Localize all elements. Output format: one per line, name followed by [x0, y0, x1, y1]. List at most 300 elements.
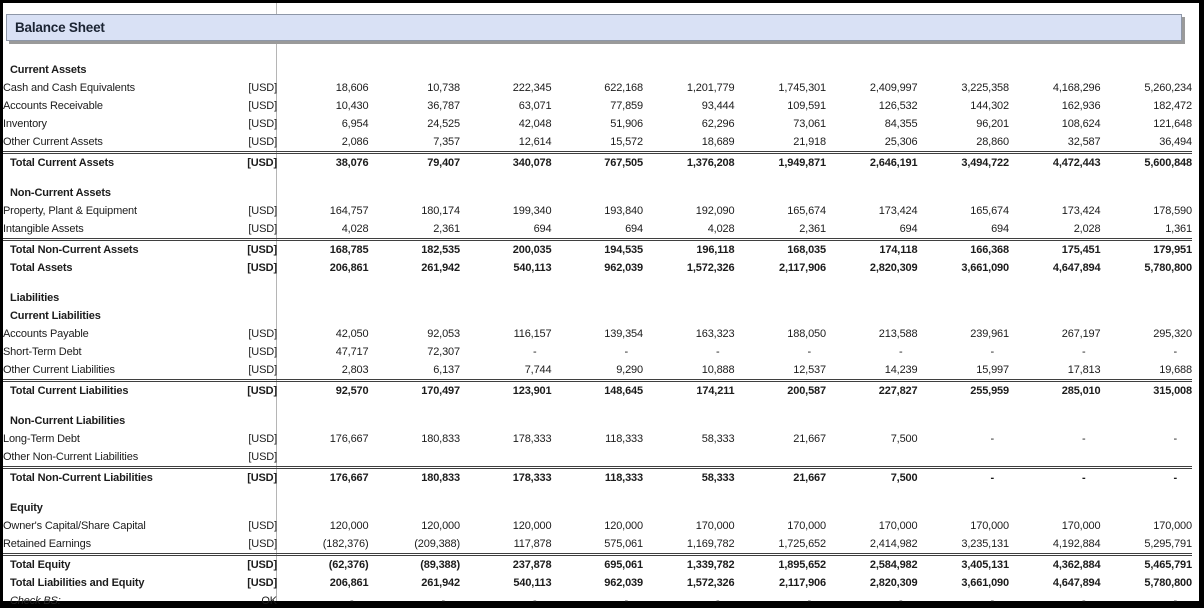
cell-value [735, 448, 827, 468]
cell-value: 694 [533, 223, 552, 235]
cell-value: 1,949,871 [735, 153, 827, 173]
cell-value [643, 184, 735, 202]
unit-label: [USD] [248, 223, 277, 235]
cell-value: 2,361 [433, 223, 460, 235]
unit-label: [USD] [215, 555, 277, 575]
cell-value: (182,376) [322, 538, 369, 550]
cell-value: 2,117,906 [779, 577, 826, 589]
cell-value: 261,942 [421, 577, 460, 589]
cell-value: - [643, 592, 735, 608]
cell-value: 178,333 [460, 468, 552, 488]
cell-value: 3,405,131 [918, 555, 1010, 575]
cell-value: 173,424 [1061, 205, 1101, 217]
cell-value: 175,451 [1009, 240, 1101, 260]
unit-label [215, 61, 277, 79]
cell-value: 4,192,884 [1052, 538, 1101, 550]
cell-value: 139,354 [604, 328, 643, 340]
cell-value: 7,500 [890, 433, 918, 445]
cell-value: 109,591 [787, 100, 826, 112]
cell-value [1101, 184, 1193, 202]
cell-value: 194,535 [552, 240, 644, 260]
cell-value: 1,169,782 [686, 538, 735, 550]
cell-value: 5,600,848 [1101, 153, 1193, 173]
cell-value [460, 61, 552, 79]
cell-value [277, 448, 369, 468]
cell-value [1101, 499, 1193, 517]
section-header-label: Equity [10, 502, 43, 514]
cell-value [369, 61, 461, 79]
cell-value: 162,936 [1061, 100, 1101, 112]
cell-value: 120,000 [421, 520, 460, 532]
cell-value: 694 [899, 223, 918, 235]
cell-value: 170,000 [695, 520, 735, 532]
cell-value [918, 448, 1010, 468]
cell-value: - [1173, 346, 1177, 358]
cell-value: 4,362,884 [1009, 555, 1101, 575]
cell-value [1101, 61, 1193, 79]
cell-value: 19,688 [1159, 364, 1192, 376]
cell-value: - [1009, 592, 1101, 608]
unit-label: [USD] [248, 136, 277, 148]
unit-label: [USD] [248, 205, 277, 217]
cell-value: 5,295,791 [1144, 538, 1192, 550]
cell-value: 182,535 [369, 240, 461, 260]
cell-value: - [826, 592, 918, 608]
spacer-row [3, 400, 1192, 412]
cell-value: 10,888 [701, 364, 735, 376]
row-label: Accounts Payable [3, 328, 89, 340]
cell-value: 5,780,800 [1144, 577, 1192, 589]
cell-value [277, 184, 369, 202]
row-label: Accounts Receivable [3, 100, 103, 112]
cell-value: 4,472,443 [1009, 153, 1101, 173]
cell-value: 5,780,800 [1144, 262, 1192, 274]
unit-label: [USD] [248, 451, 277, 463]
cell-value: 206,861 [329, 577, 369, 589]
cell-value [277, 61, 369, 79]
cell-value: 199,340 [512, 205, 552, 217]
cell-value [826, 448, 918, 468]
cell-value: 25,306 [884, 136, 918, 148]
cell-value [552, 412, 644, 430]
cell-value: 9,290 [616, 364, 643, 376]
cell-value: 4,028 [707, 223, 735, 235]
cell-value: 170,000 [1061, 520, 1101, 532]
cell-value: 6,954 [341, 118, 369, 130]
cell-value: 4,647,894 [1052, 577, 1101, 589]
line-item-row [3, 325, 1192, 343]
cell-value: 58,333 [701, 433, 735, 445]
row-label: Total Assets [10, 262, 73, 274]
row-label: Total Non-Current Liabilities [3, 468, 215, 488]
cell-value: 315,008 [1101, 381, 1193, 401]
cell-value [277, 499, 369, 517]
unit-label: [USD] [248, 328, 277, 340]
cell-value: 2,803 [341, 364, 369, 376]
cell-value [369, 307, 461, 325]
cell-value: 117,878 [513, 538, 552, 550]
section-header-row [3, 307, 1192, 325]
cell-value: 84,355 [884, 118, 918, 130]
cell-value: 42,050 [335, 328, 369, 340]
cell-value: - [898, 346, 903, 358]
row-label: Total Current Liabilities [3, 381, 215, 401]
cell-value [826, 499, 918, 517]
cell-value: 962,039 [604, 577, 643, 589]
cell-value: 63,071 [518, 100, 552, 112]
cell-value [918, 499, 1010, 517]
row-label: Total Non-Current Assets [3, 240, 215, 260]
cell-value: 21,918 [793, 136, 826, 148]
cell-value: 21,667 [793, 433, 826, 445]
cell-value: 170,000 [787, 520, 826, 532]
cell-value [1009, 448, 1101, 468]
cell-value [735, 184, 827, 202]
cell-value [826, 61, 918, 79]
cell-value: 3,235,131 [961, 538, 1009, 550]
cell-value: - [624, 346, 628, 358]
unit-label: [USD] [248, 364, 277, 376]
cell-value: 170,000 [1153, 520, 1192, 532]
total-row [3, 381, 1192, 401]
cell-value [369, 184, 461, 202]
cell-value [460, 412, 552, 430]
unit-label: [USD] [248, 118, 277, 130]
cell-value: 10,430 [335, 100, 369, 112]
cell-value: 165,674 [787, 205, 826, 217]
cell-value [1009, 184, 1101, 202]
unit-label: [USD] [215, 381, 277, 401]
cell-value: 213,588 [878, 328, 918, 340]
unit-label: [USD] [248, 346, 277, 358]
cell-value [1009, 61, 1101, 79]
unit-label: [USD] [215, 468, 277, 488]
cell-value: 93,444 [701, 100, 735, 112]
section-header-label: Non-Current Liabilities [10, 415, 126, 427]
cell-value: 239,961 [970, 328, 1009, 340]
cell-value [552, 307, 644, 325]
cell-value: 1,339,782 [643, 555, 735, 575]
row-label: Other Current Assets [3, 136, 103, 148]
cell-value: 15,572 [610, 136, 643, 148]
cell-value: 267,197 [1061, 328, 1101, 340]
cell-value [1101, 448, 1193, 468]
row-label: Other Non-Current Liabilities [3, 451, 139, 463]
row-label: Inventory [3, 118, 47, 130]
cell-value [826, 289, 918, 307]
cell-value: 2,117,906 [779, 262, 826, 274]
cell-value: 222,345 [512, 82, 552, 94]
cell-value: 3,661,090 [961, 262, 1009, 274]
cell-value: 118,333 [552, 468, 644, 488]
line-item-row [3, 202, 1192, 220]
cell-value: 15,997 [976, 364, 1009, 376]
cell-value [918, 307, 1010, 325]
cell-value: 4,028 [341, 223, 369, 235]
cell-value [552, 61, 644, 79]
cell-value: 180,833 [369, 468, 461, 488]
cell-value: 695,061 [552, 555, 644, 575]
cell-value: 2,820,309 [869, 577, 918, 589]
line-item-row [3, 535, 1192, 555]
cell-value: 47,717 [335, 346, 369, 358]
cell-value: 118,333 [605, 433, 643, 445]
cell-value: 200,587 [735, 381, 827, 401]
cell-value [1101, 289, 1193, 307]
spacer-cell [3, 277, 1192, 289]
row-label: Short-Term Debt [3, 346, 82, 358]
cell-value: 14,239 [884, 364, 918, 376]
cell-value: 4,168,296 [1052, 82, 1101, 94]
line-item-row [3, 343, 1192, 361]
cell-value [826, 412, 918, 430]
cell-value: 5,465,791 [1101, 555, 1193, 575]
cell-value [277, 307, 369, 325]
cell-value [643, 289, 735, 307]
cell-value: - [715, 346, 720, 358]
cell-value: 170,000 [878, 520, 918, 532]
cell-value: 255,959 [918, 381, 1010, 401]
total-row [3, 153, 1192, 173]
cell-value [552, 499, 644, 517]
cell-value: 17,813 [1067, 364, 1101, 376]
row-label: Owner's Capital/Share Capital [3, 520, 146, 532]
cell-value: 180,833 [421, 433, 460, 445]
cell-value: 3,494,722 [918, 153, 1010, 173]
cell-value: 170,000 [970, 520, 1009, 532]
cell-value: 148,645 [552, 381, 644, 401]
cell-value: 1,361 [1165, 223, 1192, 235]
cell-value: - [1173, 433, 1177, 445]
line-item-row [3, 220, 1192, 240]
section-header-row [3, 289, 1192, 307]
cell-value [735, 61, 827, 79]
cell-value: 261,942 [421, 262, 460, 274]
cell-value: 28,860 [976, 136, 1009, 148]
cell-value [826, 184, 918, 202]
cell-value [1009, 289, 1101, 307]
cell-value [643, 61, 735, 79]
cell-value: - [277, 592, 369, 608]
section-header-row [3, 412, 1192, 430]
cell-value [643, 448, 735, 468]
row-label: Retained Earnings [3, 538, 91, 550]
cell-value: 144,302 [970, 100, 1009, 112]
total-row [3, 555, 1192, 575]
cell-value: - [369, 592, 461, 608]
cell-value [1009, 307, 1101, 325]
cell-value: 10,738 [427, 82, 460, 94]
row-label: Total Equity [3, 555, 215, 575]
cell-value: - [1009, 468, 1101, 488]
cell-value: 176,667 [277, 468, 369, 488]
cell-value: 120,000 [604, 520, 643, 532]
unit-label [215, 499, 277, 517]
cell-value: 2,820,309 [869, 262, 918, 274]
section-header-row [3, 61, 1192, 79]
unit-label: [USD] [248, 433, 277, 445]
cell-value: 196,118 [643, 240, 735, 260]
cell-value [460, 289, 552, 307]
unit-label: [USD] [215, 153, 277, 173]
cell-value: 166,368 [918, 240, 1010, 260]
cell-value: 2,086 [341, 136, 369, 148]
cell-value [918, 289, 1010, 307]
cell-value [735, 289, 827, 307]
cell-value: 77,859 [610, 100, 643, 112]
cell-value [735, 307, 827, 325]
cell-value [552, 184, 644, 202]
cell-value: - [807, 346, 811, 358]
cell-value [1009, 412, 1101, 430]
page-title: Balance Sheet [15, 20, 105, 35]
cell-value: 2,361 [799, 223, 826, 235]
cell-value: 1,725,652 [778, 538, 826, 550]
cell-value [735, 412, 827, 430]
cell-value: (209,388) [414, 538, 460, 550]
cell-value: 1,895,652 [735, 555, 827, 575]
cell-value: 4,647,894 [1052, 262, 1101, 274]
section-header-label: Non-Current Assets [10, 187, 111, 199]
balance-sheet-table [3, 61, 1192, 608]
cell-value: 24,525 [427, 118, 460, 130]
cell-value [918, 61, 1010, 79]
cell-value: 163,323 [695, 328, 735, 340]
cell-value: 72,307 [427, 346, 460, 358]
cell-value: 116,157 [513, 328, 552, 340]
cell-value: 227,827 [826, 381, 918, 401]
cell-value: 1,572,326 [686, 577, 735, 589]
cell-value: - [1081, 433, 1086, 445]
section-header-label: Current Liabilities [10, 310, 101, 322]
cell-value: 176,667 [329, 433, 369, 445]
cell-value: 192,090 [695, 205, 735, 217]
cell-value: 173,424 [878, 205, 918, 217]
cell-value [369, 448, 461, 468]
cell-value: 694 [625, 223, 643, 235]
cell-value: 42,048 [518, 118, 552, 130]
row-label: Check BS: [3, 592, 215, 608]
cell-value: 168,035 [735, 240, 827, 260]
cell-value: 694 [991, 223, 1009, 235]
cell-value: 92,570 [277, 381, 369, 401]
cell-value [826, 307, 918, 325]
cell-value: 18,689 [701, 136, 735, 148]
cell-value: 2,646,191 [826, 153, 918, 173]
unit-label [215, 289, 277, 307]
cell-value: 123,901 [460, 381, 552, 401]
cell-value: 58,333 [643, 468, 735, 488]
cell-value [369, 289, 461, 307]
cell-value: 575,061 [604, 538, 643, 550]
cell-value: 170,497 [369, 381, 461, 401]
cell-value: 164,757 [329, 205, 369, 217]
cell-value [277, 412, 369, 430]
cell-value [918, 184, 1010, 202]
cell-value: 540,113 [513, 577, 552, 589]
check-row [3, 592, 1192, 608]
cell-value: - [460, 592, 552, 608]
cell-value: 622,168 [604, 82, 643, 94]
cell-value: 178,590 [1153, 205, 1192, 217]
total-row [3, 240, 1192, 260]
cell-value: - [735, 592, 827, 608]
cell-value: 1,201,779 [686, 82, 735, 94]
unit-label: [USD] [247, 262, 277, 274]
spacer-cell [3, 172, 1192, 184]
cell-value: - [918, 592, 1010, 608]
cell-value [1101, 412, 1193, 430]
cell-value: 182,472 [1153, 100, 1192, 112]
section-header-label: Current Assets [10, 64, 87, 76]
row-label: Total Liabilities and Equity [10, 577, 145, 589]
cell-value [460, 448, 552, 468]
cell-value [918, 412, 1010, 430]
cell-value: - [990, 346, 994, 358]
cell-value: 96,201 [976, 118, 1009, 130]
cell-value: - [918, 468, 1010, 488]
cell-value: 767,505 [552, 153, 644, 173]
cell-value: 7,500 [826, 468, 918, 488]
cell-value: 200,035 [460, 240, 552, 260]
cell-value: 2,414,982 [869, 538, 918, 550]
cell-value: 18,606 [335, 82, 369, 94]
cell-value: - [1081, 346, 1086, 358]
cell-value: 6,137 [433, 364, 460, 376]
unit-label: [USD] [215, 240, 277, 260]
cell-value: - [990, 433, 994, 445]
section-header-row [3, 499, 1192, 517]
cell-value [643, 412, 735, 430]
unit-label: [USD] [248, 100, 277, 112]
cell-value: 120,000 [329, 520, 369, 532]
cell-value: 540,113 [513, 262, 552, 274]
cell-value: 237,878 [460, 555, 552, 575]
cell-value: 174,211 [643, 381, 735, 401]
unit-label: [USD] [248, 82, 277, 94]
line-item-row [3, 430, 1192, 448]
cell-value [369, 499, 461, 517]
cell-value: 62,296 [701, 118, 735, 130]
cell-value: 2,584,982 [826, 555, 918, 575]
cell-value: 2,028 [1073, 223, 1101, 235]
cell-value: 51,906 [610, 118, 643, 130]
cell-value: 36,787 [427, 100, 460, 112]
unit-label: [USD] [247, 577, 277, 589]
total-row [3, 574, 1192, 592]
unit-label [215, 307, 277, 325]
cell-value: 340,078 [460, 153, 552, 173]
cell-value: 121,648 [1153, 118, 1192, 130]
cell-value: 193,840 [604, 205, 643, 217]
row-label: Cash and Cash Equivalents [3, 82, 135, 94]
cell-value: 12,614 [518, 136, 552, 148]
cell-value [369, 412, 461, 430]
cell-value [460, 499, 552, 517]
cell-value [552, 289, 644, 307]
cell-value: 12,537 [793, 364, 826, 376]
cell-value: - [552, 592, 644, 608]
cell-value [735, 499, 827, 517]
cell-value: 179,951 [1101, 240, 1193, 260]
cell-value: 962,039 [604, 262, 643, 274]
cell-value: 36,494 [1159, 136, 1192, 148]
cell-value: 7,357 [433, 136, 460, 148]
line-item-row [3, 115, 1192, 133]
cell-value: 2,409,997 [869, 82, 918, 94]
cell-value: 79,407 [369, 153, 461, 173]
section-header-label: Liabilities [10, 292, 60, 304]
